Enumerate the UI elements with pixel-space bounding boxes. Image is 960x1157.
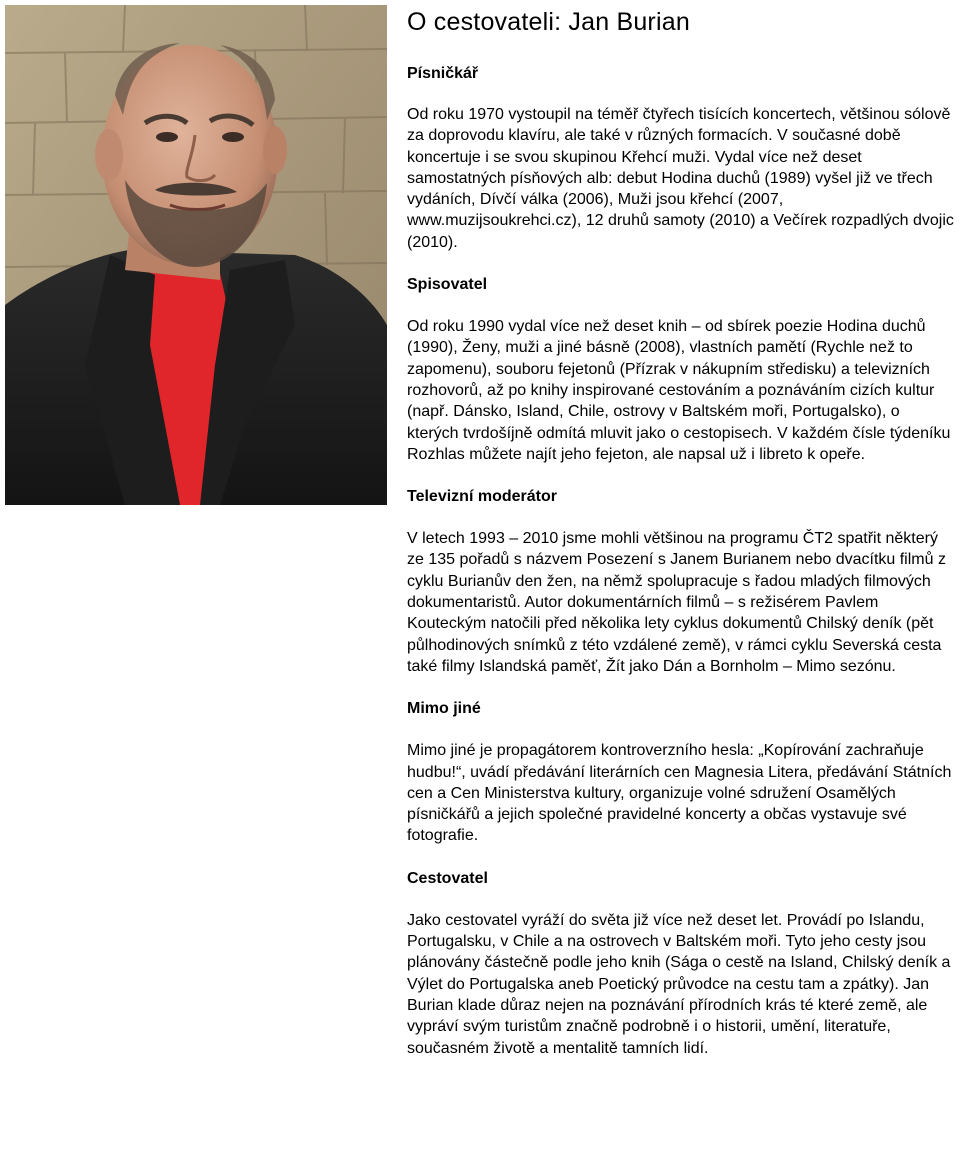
section-text-televizni-moderator: V letech 1993 – 2010 jsme mohli většinou na programu ČT2 spatřit některý ze 135 pořadů s názvem Posezení s Janem Burianem nebo dvacítku filmů z cyklu Burianův den žen, na němž spolupracuje s řadou mladých filmových dokumentaristů. Autor dokumentárních filmů – s režisérem Pavlem Kouteckým natočili před několika lety cyklus dokumentů Chilský deník (pět půlhodinových snímků z této vzdálené země), v rámci cyklu Severská cesta také filmy Islandská paměť, Žít jako Dán a Bornholm – Mimo sezónu.	[407, 530, 946, 675]
section-heading-televizni-moderator: Televizní moderátor	[407, 488, 557, 506]
section-text-pisnickar: Od roku 1970 vystoupil na téměř čtyřech tisících koncertech, většinou sólově za doprovodu klavíru, ale také v různých formacích. V současné době koncertuje i se svou skupinou Křehcí muži. Vydal více než deset samostatných písňových alb: debut Hodina duchů (1989) vyšel již ve třech vydáních, Dívčí válka (2006), Muži jsou křehcí (2007, www.muzijsoukrehci.cz), 12 druhů samoty (2010) a Večírek rozpadlých dvojic (2010).	[407, 106, 954, 251]
section-heading-cestovatel: Cestovatel	[407, 869, 488, 887]
section-heading-mimo-jine: Mimo jiné	[407, 700, 481, 718]
article	[407, 0, 955, 1059]
portrait-photo	[5, 5, 387, 505]
section-heading-spisovatel: Spisovatel	[407, 276, 488, 294]
section-text-cestovatel: Jako cestovatel vyráží do světa již více než deset let. Provádí po Islandu, Portugalsku, v Chile a na ostrovech v Baltském moři. Tyto jeho cesty jsou plánovány částečně podle jeho knih (Sága o cestě na Island, Chilský deník a Výlet do Portugalska aneb Poetický průvodce na cestu tam a zpátky). Jan Burian klade důraz nejen na poznávání přírodních krás té které země, ale vypráví svým turistům značně podrobně i o historii, umění, literatuře, současném životě a mentalitě tamních lidí.	[407, 911, 951, 1057]
section-heading-pisnickar: Písničkář	[407, 65, 479, 82]
page-title: O cestovateli: Jan Burian	[407, 8, 690, 36]
section-text-mimo-jine: Mimo jiné je propagátorem kontroverzního hesla: „Kopírování zachraňuje hudbu!“, uvádí předávání literárních cen Magnesia Litera, předávání Státních cen a Cen Ministerstva kultury, organizuje volné sdružení Osamělých písničkářů a jejich společné pravidelné koncerty a občas vystavuje své fotografie.	[407, 742, 952, 845]
section-text-spisovatel: Od roku 1990 vydal více než deset knih – od sbírek poezie Hodina duchů (1990), Ženy, muži a jiné básně (2008), vlastních pamětí (Rychle než to zapomenu), souboru fejetonů (Přízrak v nákupním středisku) a televizních rozhovorů, až po knihy inspirované cestováním a poznáváním cizích kultur (např. Dánsko, Island, Chile, ostrovy v Baltském moři, Portugalsko), o kterých tvrdošíjně odmítá mluvit jako o cestopisech. V každém čísle týdeníku Rozhlas můžete najít jeho fejeton, ale napsal už i libreto k opeře.	[407, 318, 951, 463]
